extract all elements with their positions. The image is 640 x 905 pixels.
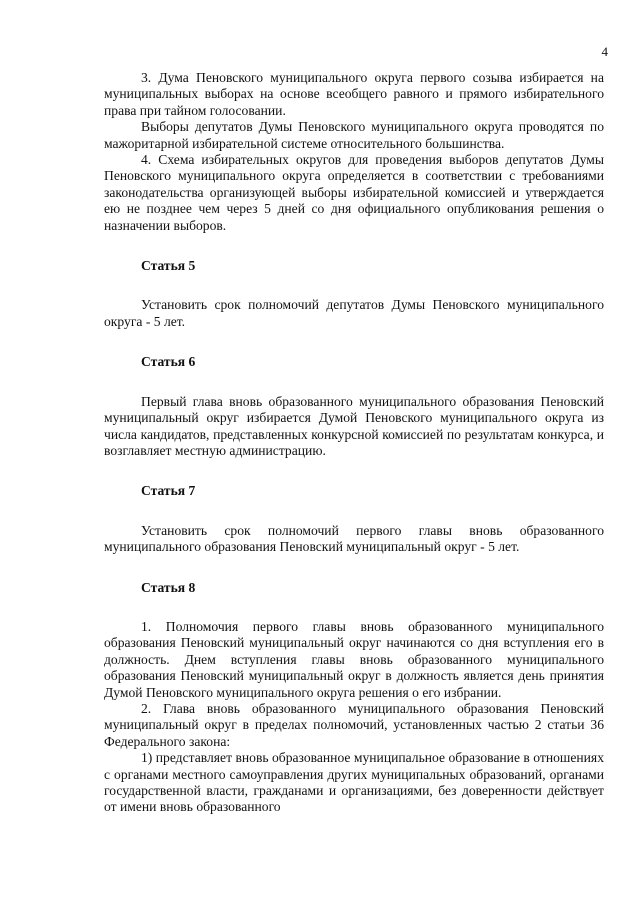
article-8-point-2: 2. Глава вновь образованного муниципального образования Пеновский муниципальный округ в пределах полномочий, установленных частью 2 статьи 36 Федерального закона:: [104, 700, 604, 749]
page-number: 4: [601, 44, 608, 59]
article-6-heading: Статья 6: [141, 354, 196, 370]
paragraph-4-districts-scheme: 4. Схема избирательных округов для проведения выборов депутатов Думы Пеновского муниципального округа определяется в соответствии с требованиями законодательства организующей выборы избирательной комиссией и утверждается ею не позднее чем через 5 дней со дня официального опубликования решения о назначении выборов.: [104, 152, 604, 233]
document-body: [104, 70, 604, 816]
article-8-heading: Статья 8: [141, 579, 196, 595]
paragraph-3-duma-election: 3. Дума Пеновского муниципального округа первого созыва избирается на муниципальных выборах на основе всеобщего равного и прямого избирательного права при тайном голосовании.: [104, 70, 604, 118]
article-8-point-1: 1. Полномочия первого главы вновь образованного муниципального образования Пеновский муниципальный округ начинаются со дня вступления его в должность. Днем вступления главы вновь образованного муниципального образования Пеновский муниципальный округ в должность является день принятия Думой Пеновского муниципального округа решения о его избрании.: [104, 618, 604, 700]
article-7-text: Установить срок полномочий первого главы вновь образованного муниципального образования Пеновский муниципальный округ - 5 лет.: [104, 522, 604, 555]
paragraph-election-system: Выборы депутатов Думы Пеновского муниципального округа проводятся по мажоритарной избирательной системе относительного большинства.: [104, 119, 604, 151]
article-7-heading: Статья 7: [141, 483, 196, 499]
article-6-text: Первый глава вновь образованного муниципального образования Пеновский муниципальный округ избирается Думой Пеновского муниципального округа из числа кандидатов, представленных конкурсной комиссией по результатам конкурса, и возглавляет местную администрацию.: [104, 393, 604, 458]
article-5-heading: Статья 5: [141, 258, 196, 274]
article-5-text: Установить срок полномочий депутатов Думы Пеновского муниципального округа - 5 лет.: [104, 297, 604, 329]
article-8-subpoint-1: 1) представляет вновь образованное муниципальное образование в отношениях с органами местного самоуправления других муниципальных образований, органами государственной власти, гражданами и организациями, без доверенности действует от имени вновь образованного: [104, 750, 604, 815]
